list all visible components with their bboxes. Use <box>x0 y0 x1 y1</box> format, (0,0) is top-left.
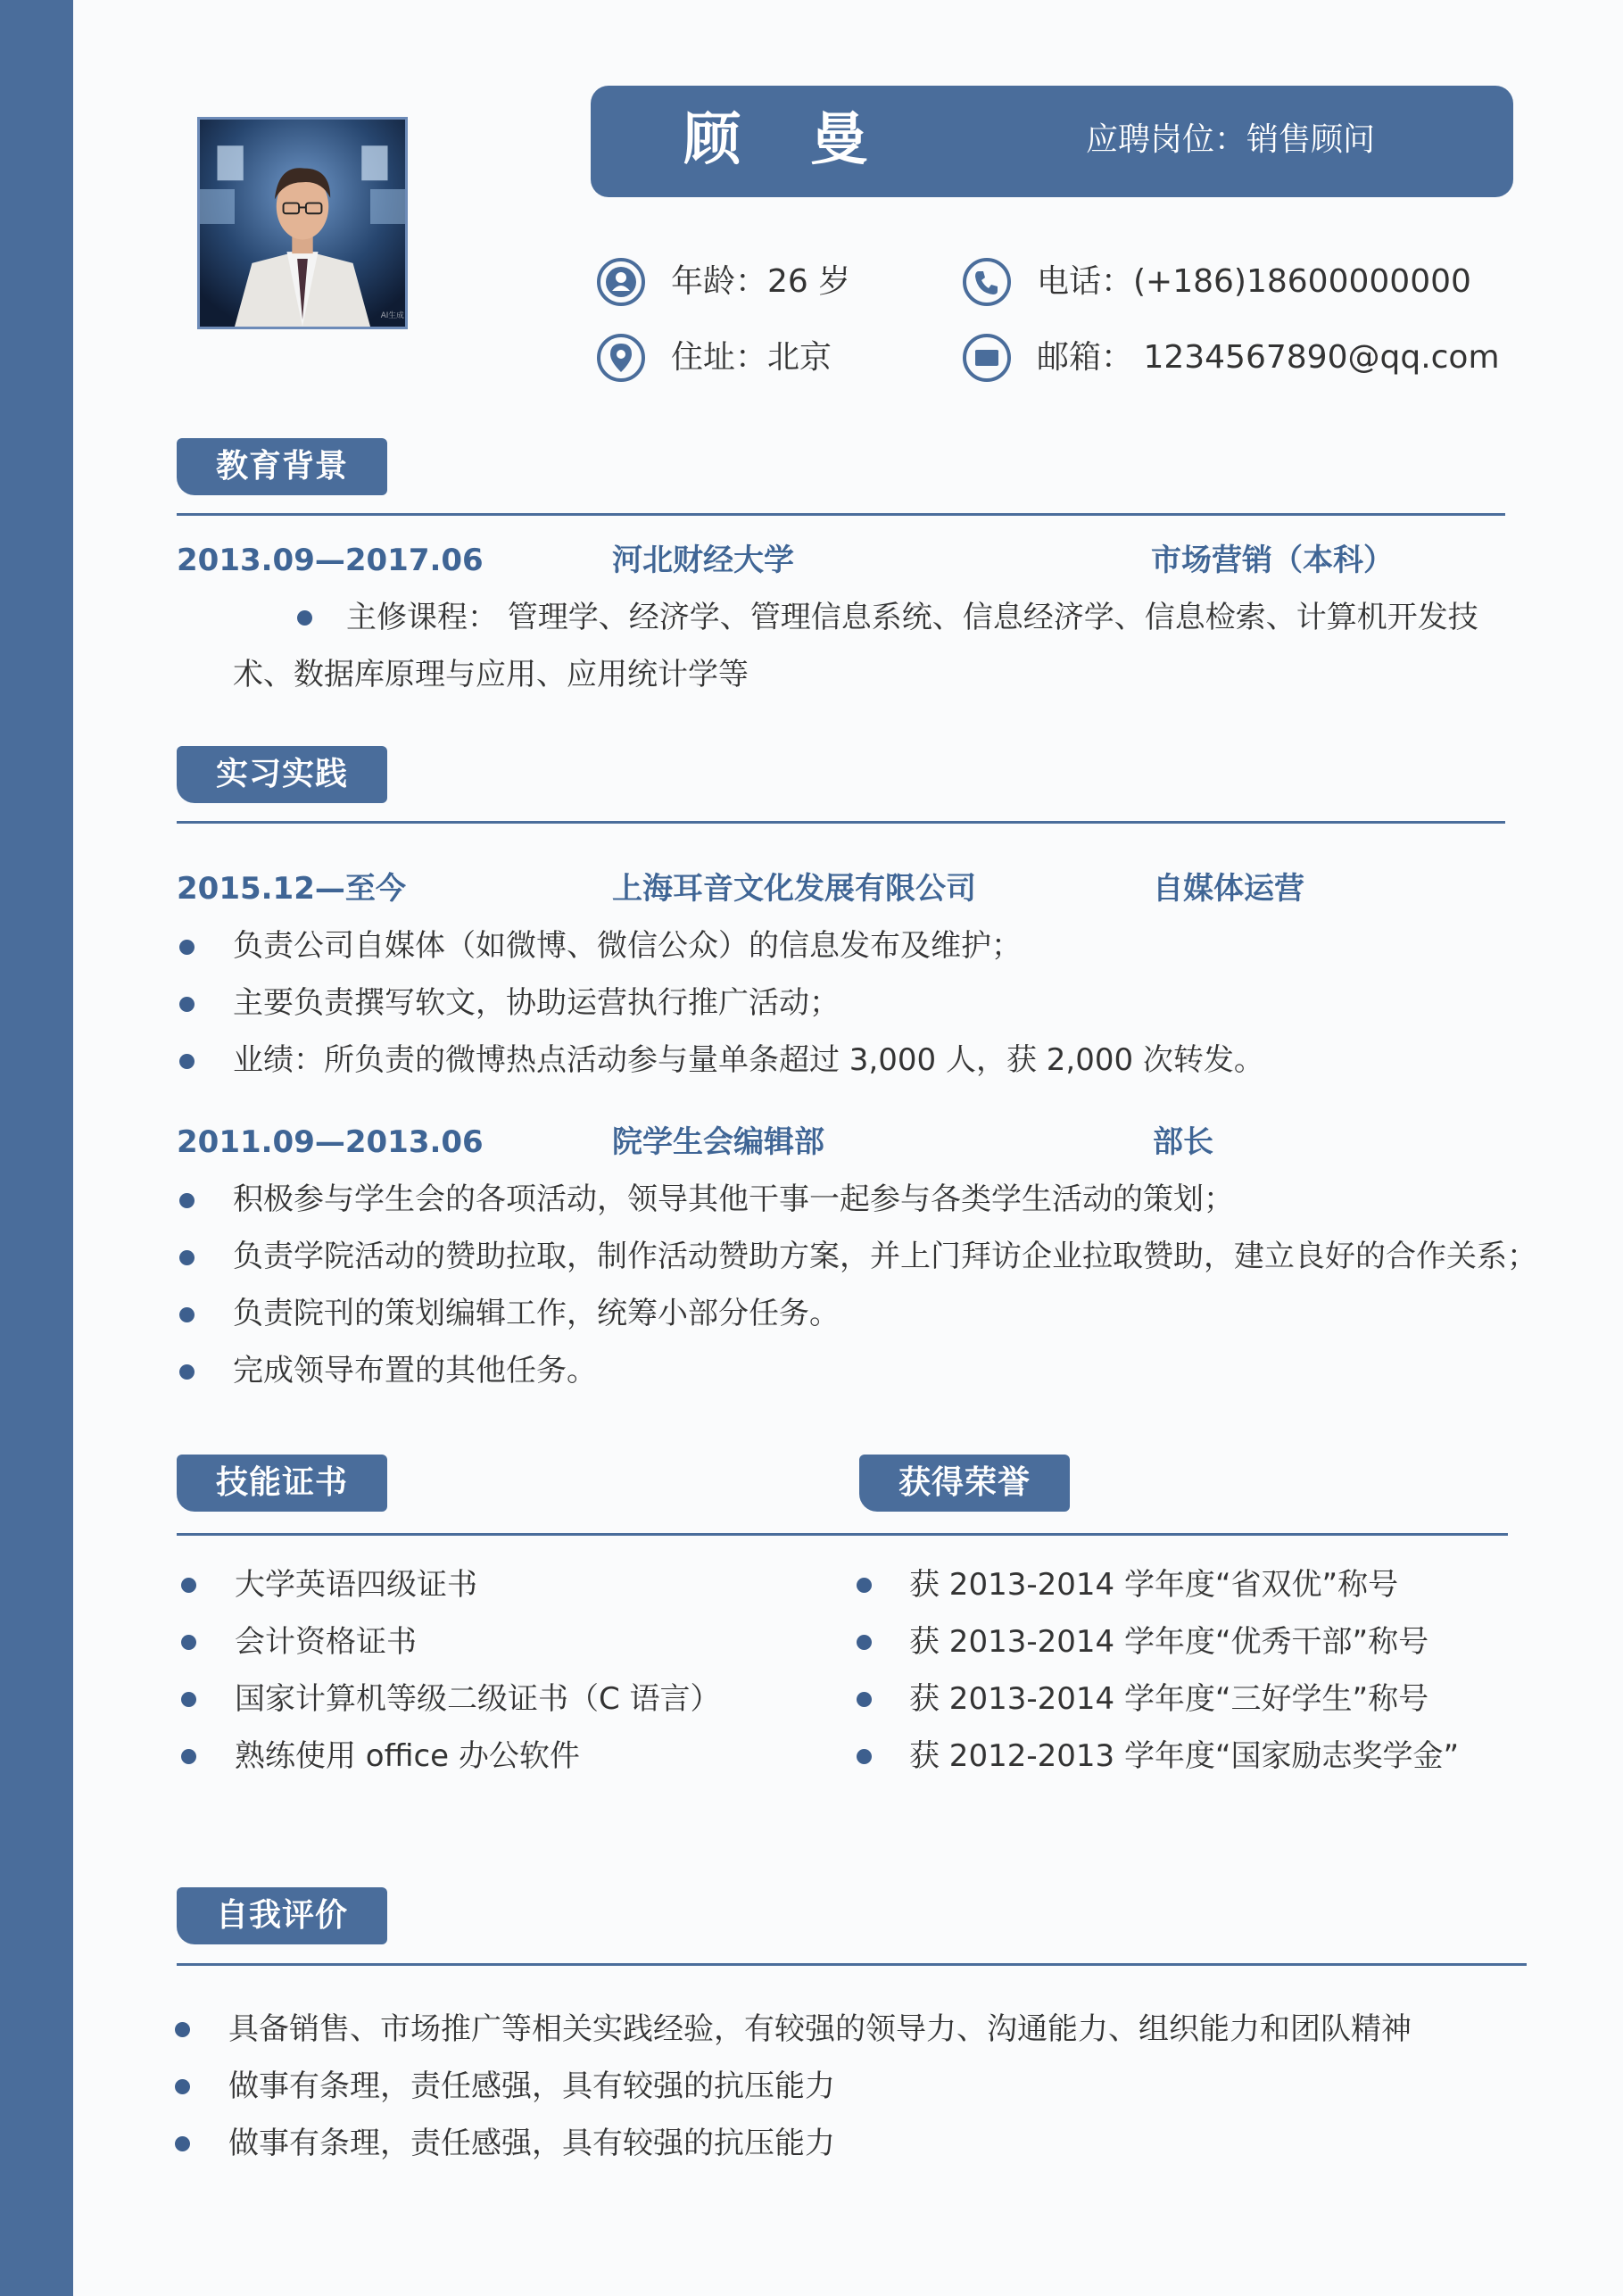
skill-item: 会计资格证书 <box>235 1624 417 1660</box>
job-organization: 院学生会编辑部 <box>612 1124 824 1160</box>
location-pin-icon <box>596 333 646 383</box>
candidate-name: 顾 曼 <box>683 107 893 173</box>
job-duty: 负责院刊的策划编辑工作，统筹小部分任务。 <box>233 1296 840 1331</box>
job-duty: 业绩：所负责的微博热点活动参与量单条超过 3,000 人，获 2,000 次转发。 <box>233 1042 1264 1078</box>
bullet-dot <box>179 1193 195 1208</box>
phone-info <box>962 257 1471 307</box>
education-major: 市场营销（本科） <box>1151 543 1394 578</box>
job-organization: 上海耳音文化发展有限公司 <box>612 871 976 907</box>
job-period: 2011.09—2013.06 <box>177 1124 484 1160</box>
email-info <box>962 333 1500 383</box>
self-eval-heading: 自我评价 <box>177 1887 387 1944</box>
bullet-dot <box>857 1749 872 1764</box>
bullet-dot <box>179 997 195 1012</box>
photo-watermark: AI生成 <box>380 311 404 321</box>
job-role: 部长 <box>1153 1124 1213 1160</box>
education-period: 2013.09—2017.06 <box>177 543 484 578</box>
applied-position: 应聘岗位：销售顾问 <box>1086 121 1376 158</box>
envelope-icon <box>962 333 1012 383</box>
self-eval-item: 具备销售、市场推广等相关实践经验，有较强的领导力、沟通能力、组织能力和团队精神 <box>228 2011 1412 2047</box>
bullet-dot <box>175 2136 190 2151</box>
bullet-dot <box>175 2079 190 2094</box>
age-info <box>596 257 850 307</box>
job-duty: 负责公司自媒体（如微博、微信公众）的信息发布及维护； <box>233 928 1022 964</box>
courses-line-2: 术、数据库原理与应用、应用统计学等 <box>233 657 749 692</box>
job-duty: 完成领导布置的其他任务。 <box>233 1353 597 1388</box>
self-eval-item: 做事有条理，责任感强，具有较强的抗压能力 <box>228 2126 835 2161</box>
bullet-dot <box>857 1578 872 1593</box>
bullet-dot <box>175 2022 190 2037</box>
job-duty: 积极参与学生会的各项活动，领导其他干事一起参与各类学生活动的策划； <box>233 1181 1234 1217</box>
age-text: 年龄：26 岁 <box>671 263 851 300</box>
address-text: 住址：北京 <box>671 339 832 376</box>
self-eval-divider <box>177 1963 1527 1966</box>
bullet-dot <box>179 1250 195 1265</box>
person-icon <box>596 257 646 307</box>
self-eval-item: 做事有条理，责任感强，具有较强的抗压能力 <box>228 2068 835 2104</box>
name-banner <box>591 86 1513 197</box>
honor-item: 获 2013-2014 学年度“优秀干部”称号 <box>909 1624 1429 1660</box>
education-divider <box>177 513 1505 516</box>
profile-photo <box>197 117 408 329</box>
internship-divider <box>177 821 1505 824</box>
courses-line-1: 主修课程： 管理学、经济学、管理信息系统、信息经济学、信息检索、计算机开发技 <box>346 600 1478 635</box>
bullet-dot <box>179 1307 195 1322</box>
bullet-dot <box>181 1635 196 1650</box>
internship-heading: 实习实践 <box>177 746 387 803</box>
skill-item: 熟练使用 office 办公软件 <box>235 1738 580 1774</box>
bullet-dot <box>181 1692 196 1707</box>
phone-icon <box>962 257 1012 307</box>
address-info <box>596 333 832 383</box>
email-text: 邮箱： 1234567890@qq.com <box>1037 339 1500 376</box>
honors-heading: 获得荣誉 <box>859 1455 1070 1512</box>
skill-item: 国家计算机等级二级证书（C 语言） <box>235 1681 721 1717</box>
skills-heading: 技能证书 <box>177 1455 387 1512</box>
job-duty: 负责学院活动的赞助拉取，制作活动赞助方案，并上门拜访企业拉取赞助，建立良好的合作关系； <box>233 1239 1537 1274</box>
honor-item: 获 2013-2014 学年度“省双优”称号 <box>909 1567 1399 1603</box>
left-color-band <box>0 0 73 2296</box>
bullet-dot <box>179 1364 195 1380</box>
education-school: 河北财经大学 <box>612 543 794 578</box>
bullet-dot <box>297 610 312 626</box>
bullet-dot <box>857 1692 872 1707</box>
bullet-dot <box>181 1749 196 1764</box>
bullet-dot <box>857 1635 872 1650</box>
phone-text: 电话：(+186)18600000000 <box>1037 263 1471 300</box>
honor-item: 获 2013-2014 学年度“三好学生”称号 <box>909 1681 1429 1717</box>
skill-item: 大学英语四级证书 <box>235 1567 477 1603</box>
job-duty: 主要负责撰写软文，协助运营执行推广活动； <box>233 985 840 1021</box>
bullet-dot <box>181 1578 196 1593</box>
honor-item: 获 2012-2013 学年度“国家励志奖学金” <box>909 1738 1460 1774</box>
skills-honors-divider <box>177 1533 1508 1536</box>
bullet-dot <box>179 940 195 955</box>
job-period: 2015.12—至今 <box>177 871 406 907</box>
bullet-dot <box>179 1054 195 1069</box>
education-heading: 教育背景 <box>177 438 387 495</box>
job-role: 自媒体运营 <box>1153 871 1304 907</box>
